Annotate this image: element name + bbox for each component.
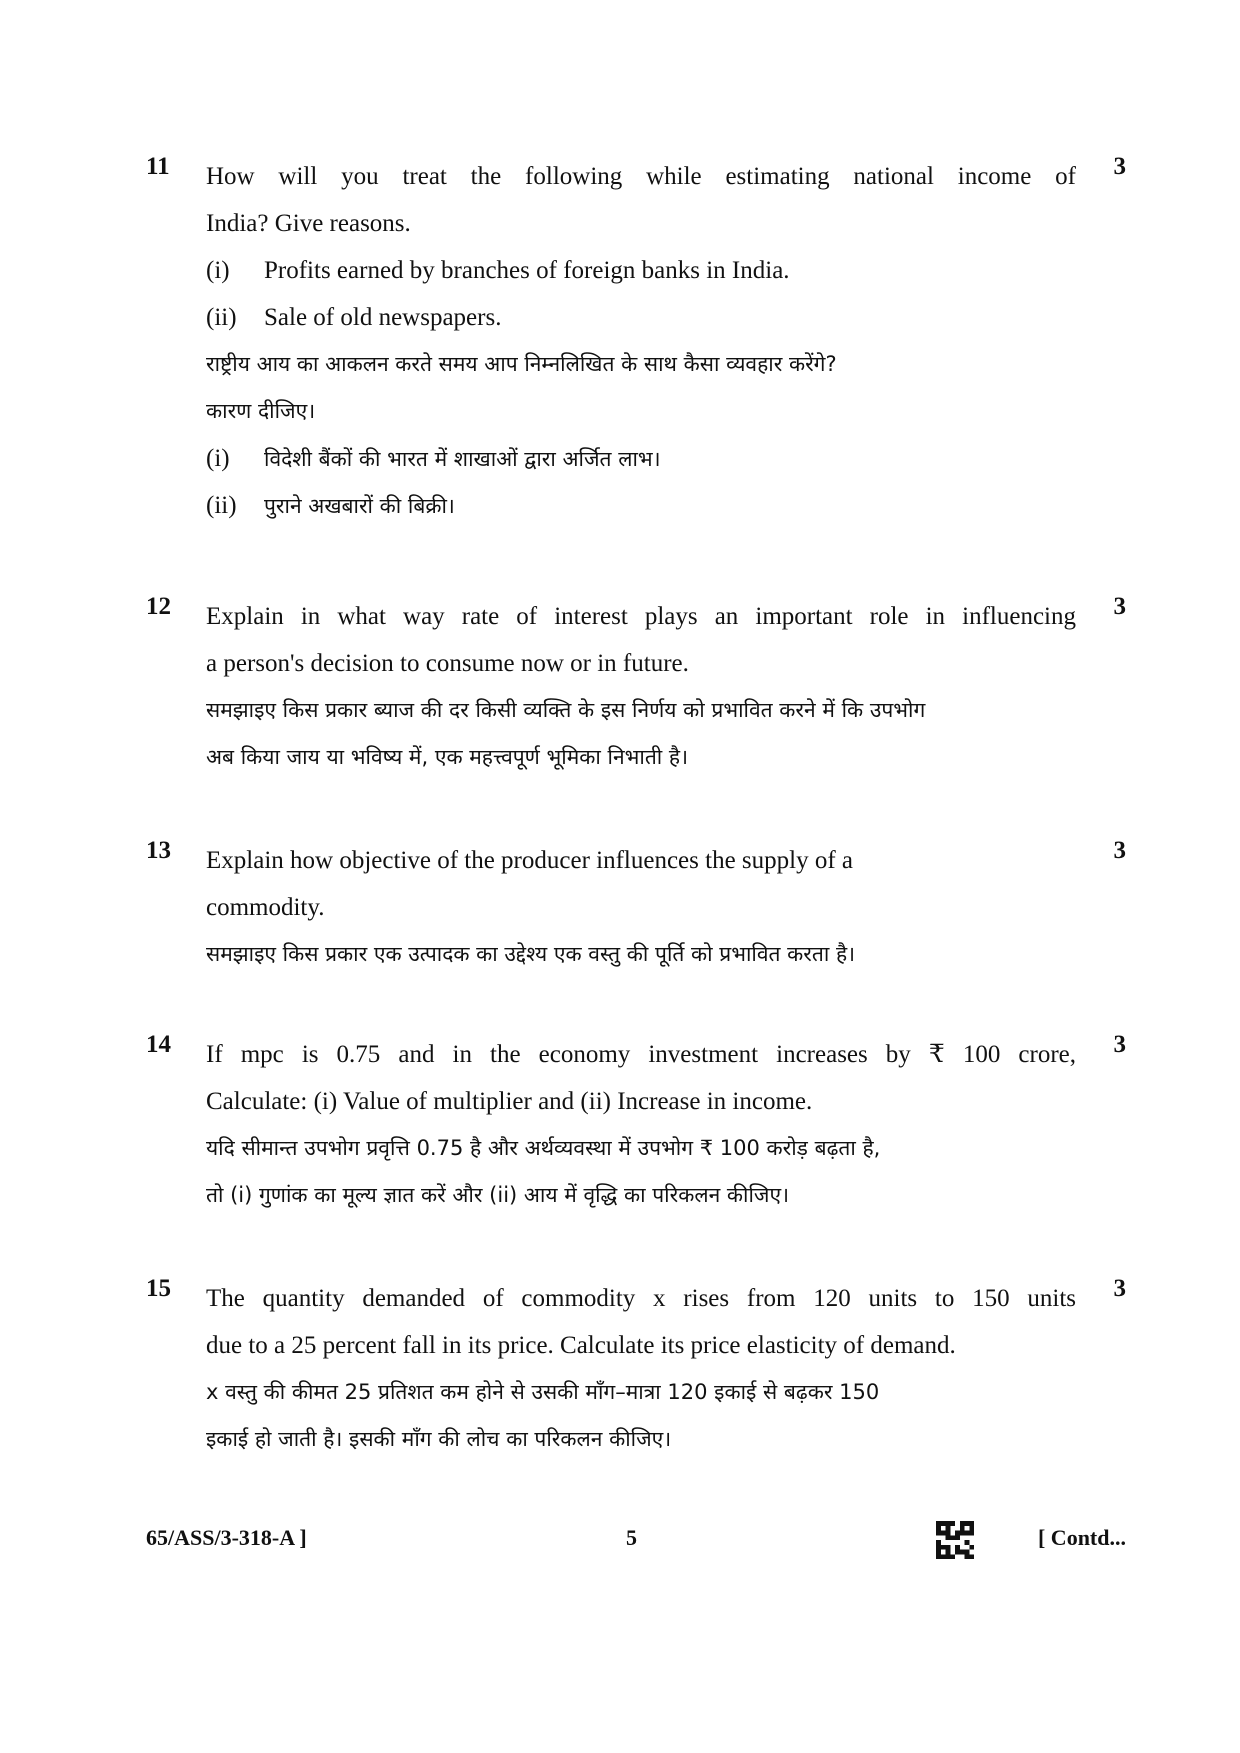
question-text-en: due to a 25 percent fall in its price. Calculate its price elasticity of demand. xyxy=(206,1332,956,1359)
question-text-en: The quantity demanded of commodity x rises from 120 units to 150 units xyxy=(206,1285,1076,1312)
sub-label: (i) xyxy=(206,445,230,472)
question-text-en: If mpc is 0.75 and in the economy investment increases by ₹ 100 crore, xyxy=(206,1041,1076,1068)
sub-text: विदेशी बैंकों की भारत में शाखाओं द्वारा अर्जित लाभ। xyxy=(264,447,661,471)
sub-label: (ii) xyxy=(206,492,237,519)
question-text-en: a person's decision to consume now or in future. xyxy=(206,650,689,677)
sub-question-en xyxy=(206,247,1076,294)
sub-question-hi xyxy=(206,435,1076,482)
question-marks: 3 xyxy=(1113,1031,1126,1058)
question-number: 13 xyxy=(146,837,171,864)
sub-question-en xyxy=(206,294,1076,341)
question-text-en: India? Give reasons. xyxy=(206,210,411,237)
sub-text: पुराने अखबारों की बिक्री। xyxy=(264,494,455,518)
sub-label: (i) xyxy=(206,257,230,284)
sub-question-hi xyxy=(206,482,1076,529)
question-number: 15 xyxy=(146,1275,171,1302)
page-footer xyxy=(146,1525,1126,1565)
paper-code: 65/ASS/3-318-A ] xyxy=(146,1525,307,1550)
question-text-hi: x वस्तु की कीमत 25 प्रतिशत कम होने से उसकी माँग–मात्रा 120 इकाई से बढ़कर 150 xyxy=(206,1380,880,1404)
question-text-en: commodity. xyxy=(206,894,325,921)
question-text-en: Explain in what way rate of interest plays an important role in influencing xyxy=(206,603,1076,630)
sub-label: (ii) xyxy=(206,304,237,331)
question-marks: 3 xyxy=(1113,593,1126,620)
question-text-hi: यदि सीमान्त उपभोग प्रवृत्ति 0.75 है और अर्थव्यवस्था में उपभोग ₹ 100 करोड़ बढ़ता है, xyxy=(206,1136,881,1160)
question-text-hi: इकाई हो जाती है। इसकी माँग की लोच का परिकलन कीजिए। xyxy=(206,1427,672,1451)
qr-code-icon xyxy=(936,1521,974,1559)
sub-text: Sale of old newspapers. xyxy=(264,304,502,331)
question-marks: 3 xyxy=(1113,1275,1126,1302)
question-text-hi: कारण दीजिए। xyxy=(206,399,316,423)
question-text-en: Calculate: (i) Value of multiplier and (ii) Increase in income. xyxy=(206,1088,813,1115)
question-text-hi: अब किया जाय या भविष्य में, एक महत्त्वपूर्ण भूमिका निभाती है। xyxy=(206,745,689,769)
page-number: 5 xyxy=(626,1525,637,1550)
sub-text: Profits earned by branches of foreign banks in India. xyxy=(264,257,790,284)
question-text-en: How will you treat the following while estimating national income of xyxy=(206,163,1076,190)
question-text-hi: समझाइए किस प्रकार ब्याज की दर किसी व्यक्ति के इस निर्णय को प्रभावित करने में कि उपभोग xyxy=(206,698,926,722)
continued-marker: [ Contd... xyxy=(1037,1525,1126,1550)
question-text-en: Explain how objective of the producer influences the supply of a xyxy=(206,847,854,874)
question-marks: 3 xyxy=(1113,837,1126,864)
question-text-hi: समझाइए किस प्रकार एक उत्पादक का उद्देश्य एक वस्तु की पूर्ति को प्रभावित करता है। xyxy=(206,942,856,966)
question-marks: 3 xyxy=(1113,153,1126,180)
question-text-hi: राष्ट्रीय आय का आकलन करते समय आप निम्नलिखित के साथ कैसा व्यवहार करेंगे? xyxy=(206,352,837,376)
question-number: 12 xyxy=(146,593,171,620)
question-number: 11 xyxy=(146,153,170,180)
question-text-hi: तो (i) गुणांक का मूल्य ज्ञात करें और (ii) आय में वृद्धि का परिकलन कीजिए। xyxy=(206,1183,790,1207)
question-number: 14 xyxy=(146,1031,171,1058)
